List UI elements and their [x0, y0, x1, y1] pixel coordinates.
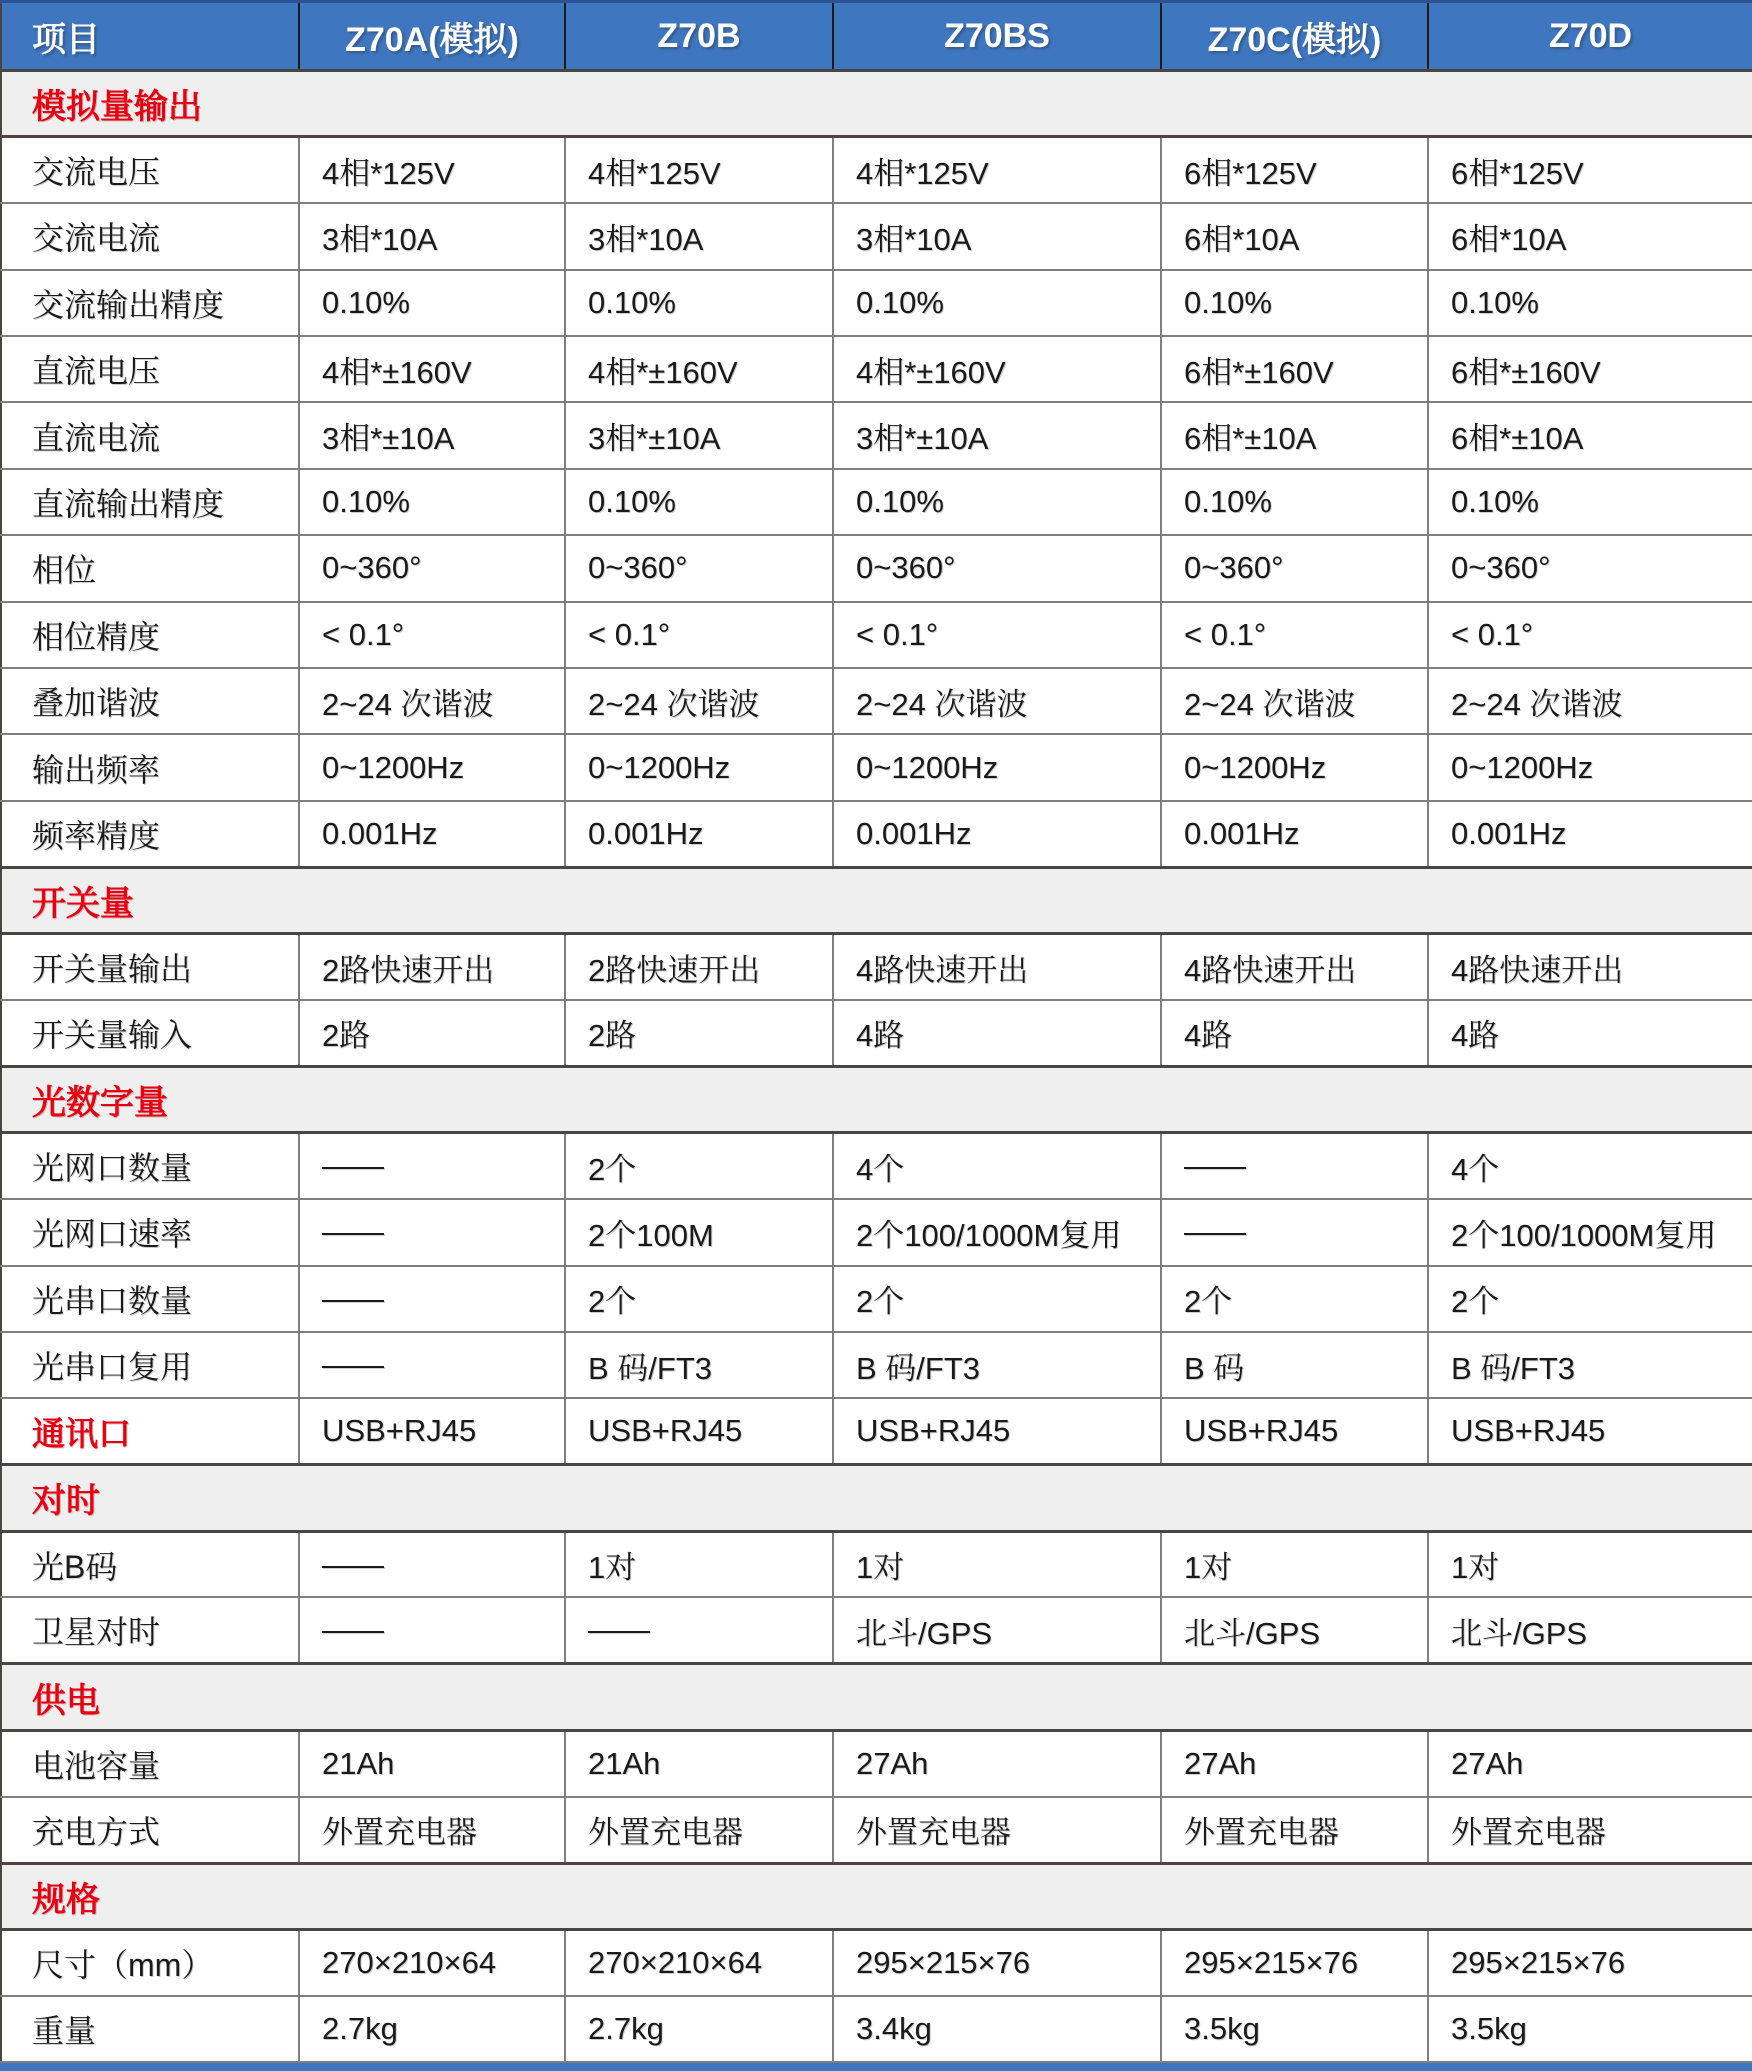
spec-value: 2个100M [565, 1199, 833, 1265]
spec-value: 0.10% [299, 469, 565, 535]
spec-value: 27Ah [1428, 1730, 1752, 1796]
spec-value: —— [565, 1597, 833, 1663]
spec-value: 4相*±160V [833, 336, 1161, 402]
spec-value: 3.5kg [1161, 1996, 1428, 2062]
row-label: 充电方式 [1, 1797, 299, 1863]
section-title: 对时 [1, 1465, 1752, 1531]
spec-row [1, 1797, 1752, 1863]
spec-value: 2路快速开出 [299, 934, 565, 1000]
spec-value: 0~1200Hz [833, 734, 1161, 800]
spec-value: B 码/FT3 [833, 1332, 1161, 1398]
spec-value: 2个100/1000M复用 [1428, 1199, 1752, 1265]
spec-value: 6相*10A [1428, 203, 1752, 269]
spec-value: USB+RJ45 [565, 1398, 833, 1464]
spec-value: 2个 [1161, 1266, 1428, 1332]
spec-value: —— [299, 1199, 565, 1265]
spec-value: 2~24 次谐波 [1161, 668, 1428, 734]
row-label: 开关量输出 [1, 934, 299, 1000]
spec-value: 0~360° [833, 535, 1161, 601]
spec-value: 27Ah [833, 1730, 1161, 1796]
row-label: 通讯口 [1, 1398, 299, 1464]
row-label: 光串口复用 [1, 1332, 299, 1398]
row-label: 光网口速率 [1, 1199, 299, 1265]
spec-value: —— [1161, 1199, 1428, 1265]
spec-value: 0~360° [299, 535, 565, 601]
spec-value: 295×215×76 [1161, 1929, 1428, 1995]
spec-value: 0.10% [1161, 469, 1428, 535]
spec-value: 2路 [565, 1000, 833, 1066]
model-column-header: Z70BS [833, 2, 1161, 71]
spec-row [1, 137, 1752, 203]
section-title: 规格 [1, 1863, 1752, 1929]
spec-value: 1对 [565, 1531, 833, 1597]
spec-value: 北斗/GPS [833, 1597, 1161, 1663]
spec-value: 4路快速开出 [1161, 934, 1428, 1000]
spec-value: 2~24 次谐波 [299, 668, 565, 734]
spec-value: 6相*±160V [1428, 336, 1752, 402]
spec-value: 2路快速开出 [565, 934, 833, 1000]
spec-value: 6相*±160V [1161, 336, 1428, 402]
spec-value: B 码/FT3 [565, 1332, 833, 1398]
spec-row [1, 668, 1752, 734]
spec-value: 4相*125V [299, 137, 565, 203]
row-label: 相位 [1, 535, 299, 601]
spec-value: 1对 [1161, 1531, 1428, 1597]
section-row [1, 1664, 1752, 1730]
spec-value: —— [299, 1531, 565, 1597]
spec-value: 0~360° [1428, 535, 1752, 601]
spec-value: 0.10% [1428, 270, 1752, 336]
spec-value: 295×215×76 [833, 1929, 1161, 1995]
spec-value: 3.4kg [833, 1996, 1161, 2062]
spec-value: 2个 [565, 1133, 833, 1199]
spec-value: —— [299, 1332, 565, 1398]
spec-row [1, 1266, 1752, 1332]
spec-value: 4相*±160V [299, 336, 565, 402]
spec-row [1, 1332, 1752, 1398]
spec-value: —— [299, 1133, 565, 1199]
spec-value: 4相*125V [833, 137, 1161, 203]
spec-value: 0~1200Hz [565, 734, 833, 800]
spec-value: 4个 [1428, 1133, 1752, 1199]
row-label: 频率精度 [1, 801, 299, 867]
section-row [1, 1863, 1752, 1929]
spec-value: 3相*±10A [833, 402, 1161, 468]
spec-value: USB+RJ45 [1161, 1398, 1428, 1464]
row-label: 开关量输入 [1, 1000, 299, 1066]
section-title: 开关量 [1, 867, 1752, 933]
spec-value: 外置充电器 [565, 1797, 833, 1863]
spec-value: 北斗/GPS [1428, 1597, 1752, 1663]
bottom-accent-bar [0, 2063, 1752, 2071]
spec-row [1, 734, 1752, 800]
spec-value: 4路 [833, 1000, 1161, 1066]
spec-value: 0.10% [1161, 270, 1428, 336]
row-label: 直流电流 [1, 402, 299, 468]
spec-value: 2.7kg [565, 1996, 833, 2062]
spec-value: 0.10% [833, 270, 1161, 336]
spec-value: 4路快速开出 [1428, 934, 1752, 1000]
section-row [1, 1066, 1752, 1132]
spec-value: 2个 [565, 1266, 833, 1332]
spec-value: 3.5kg [1428, 1996, 1752, 2062]
spec-value: 3相*10A [565, 203, 833, 269]
row-label: 光B码 [1, 1531, 299, 1597]
model-column-header: Z70C(模拟) [1161, 2, 1428, 71]
spec-row [1, 934, 1752, 1000]
spec-row [1, 1199, 1752, 1265]
spec-row [1, 1398, 1752, 1464]
row-label: 直流输出精度 [1, 469, 299, 535]
spec-value: 295×215×76 [1428, 1929, 1752, 1995]
spec-value: 3相*10A [299, 203, 565, 269]
spec-value: 0.001Hz [1161, 801, 1428, 867]
spec-value: 6相*±10A [1428, 402, 1752, 468]
spec-value: 2~24 次谐波 [565, 668, 833, 734]
spec-value: 3相*10A [833, 203, 1161, 269]
spec-value: 0~360° [1161, 535, 1428, 601]
spec-row [1, 203, 1752, 269]
spec-value: 6相*±10A [1161, 402, 1428, 468]
row-label: 叠加谐波 [1, 668, 299, 734]
spec-value: —— [299, 1266, 565, 1332]
spec-row [1, 1730, 1752, 1796]
spec-value: 2个100/1000M复用 [833, 1199, 1161, 1265]
spec-row [1, 270, 1752, 336]
spec-row [1, 1133, 1752, 1199]
spec-value: < 0.1° [565, 602, 833, 668]
spec-value: 2个 [833, 1266, 1161, 1332]
section-row [1, 71, 1752, 137]
section-title: 光数字量 [1, 1066, 1752, 1132]
spec-value: 27Ah [1161, 1730, 1428, 1796]
spec-value: < 0.1° [1428, 602, 1752, 668]
spec-value: 外置充电器 [1161, 1797, 1428, 1863]
spec-value: 0.10% [299, 270, 565, 336]
spec-value: USB+RJ45 [833, 1398, 1161, 1464]
spec-value: 6相*10A [1161, 203, 1428, 269]
spec-value: 0.001Hz [299, 801, 565, 867]
spec-value: 0.001Hz [1428, 801, 1752, 867]
spec-row [1, 402, 1752, 468]
spec-value: 0.10% [565, 270, 833, 336]
spec-value: B 码 [1161, 1332, 1428, 1398]
spec-value: 21Ah [299, 1730, 565, 1796]
row-label: 交流电流 [1, 203, 299, 269]
spec-value: 1对 [833, 1531, 1161, 1597]
spec-row [1, 336, 1752, 402]
section-title: 模拟量输出 [1, 71, 1752, 137]
spec-value: < 0.1° [1161, 602, 1428, 668]
spec-value: 4路 [1161, 1000, 1428, 1066]
row-label: 交流电压 [1, 137, 299, 203]
spec-value: 0~1200Hz [1428, 734, 1752, 800]
spec-value: 0.10% [565, 469, 833, 535]
spec-row [1, 1531, 1752, 1597]
spec-value: —— [299, 1597, 565, 1663]
table-header-row [1, 2, 1752, 71]
section-row [1, 867, 1752, 933]
spec-value: 3相*±10A [299, 402, 565, 468]
spec-row [1, 469, 1752, 535]
spec-value: 2~24 次谐波 [833, 668, 1161, 734]
spec-value: 4路 [1428, 1000, 1752, 1066]
spec-value: 3相*±10A [565, 402, 833, 468]
spec-value: 1对 [1428, 1531, 1752, 1597]
spec-value: 0.10% [1428, 469, 1752, 535]
spec-value: 0.001Hz [565, 801, 833, 867]
spec-row [1, 535, 1752, 601]
spec-value: USB+RJ45 [299, 1398, 565, 1464]
spec-row [1, 801, 1752, 867]
spec-value: < 0.1° [833, 602, 1161, 668]
spec-value: 6相*125V [1428, 137, 1752, 203]
spec-value: 2个 [1428, 1266, 1752, 1332]
spec-value: 270×210×64 [565, 1929, 833, 1995]
spec-value: B 码/FT3 [1428, 1332, 1752, 1398]
row-label: 光网口数量 [1, 1133, 299, 1199]
model-column-header: Z70B [565, 2, 833, 71]
spec-value: 外置充电器 [1428, 1797, 1752, 1863]
row-label: 交流输出精度 [1, 270, 299, 336]
spec-value: 0.10% [833, 469, 1161, 535]
spec-value: 4路快速开出 [833, 934, 1161, 1000]
spec-value: 4相*125V [565, 137, 833, 203]
row-label: 电池容量 [1, 1730, 299, 1796]
spec-row [1, 602, 1752, 668]
spec-row [1, 1000, 1752, 1066]
section-title: 供电 [1, 1664, 1752, 1730]
spec-value: 外置充电器 [299, 1797, 565, 1863]
spec-value: 0~360° [565, 535, 833, 601]
row-label: 尺寸（mm） [1, 1929, 299, 1995]
spec-value: —— [1161, 1133, 1428, 1199]
row-label: 卫星对时 [1, 1597, 299, 1663]
section-row [1, 1465, 1752, 1531]
model-column-header: Z70D [1428, 2, 1752, 71]
spec-value: 21Ah [565, 1730, 833, 1796]
spec-value: 2路 [299, 1000, 565, 1066]
spec-row [1, 1597, 1752, 1663]
spec-value: 4相*±160V [565, 336, 833, 402]
spec-value: 2~24 次谐波 [1428, 668, 1752, 734]
spec-value: 北斗/GPS [1161, 1597, 1428, 1663]
spec-value: 270×210×64 [299, 1929, 565, 1995]
item-column-header: 项目 [1, 2, 299, 71]
spec-value: 外置充电器 [833, 1797, 1161, 1863]
spec-value: < 0.1° [299, 602, 565, 668]
spec-value: 0.001Hz [833, 801, 1161, 867]
spec-row [1, 1996, 1752, 2062]
row-label: 光串口数量 [1, 1266, 299, 1332]
spec-value: 6相*125V [1161, 137, 1428, 203]
row-label: 直流电压 [1, 336, 299, 402]
spec-value: 0~1200Hz [1161, 734, 1428, 800]
spec-table-body [1, 71, 1752, 2063]
row-label: 输出频率 [1, 734, 299, 800]
spec-value: 4个 [833, 1133, 1161, 1199]
spec-row [1, 1929, 1752, 1995]
spec-value: 2.7kg [299, 1996, 565, 2062]
spec-value: USB+RJ45 [1428, 1398, 1752, 1464]
spec-value: 0~1200Hz [299, 734, 565, 800]
row-label: 相位精度 [1, 602, 299, 668]
row-label: 重量 [1, 1996, 299, 2062]
model-column-header: Z70A(模拟) [299, 2, 565, 71]
